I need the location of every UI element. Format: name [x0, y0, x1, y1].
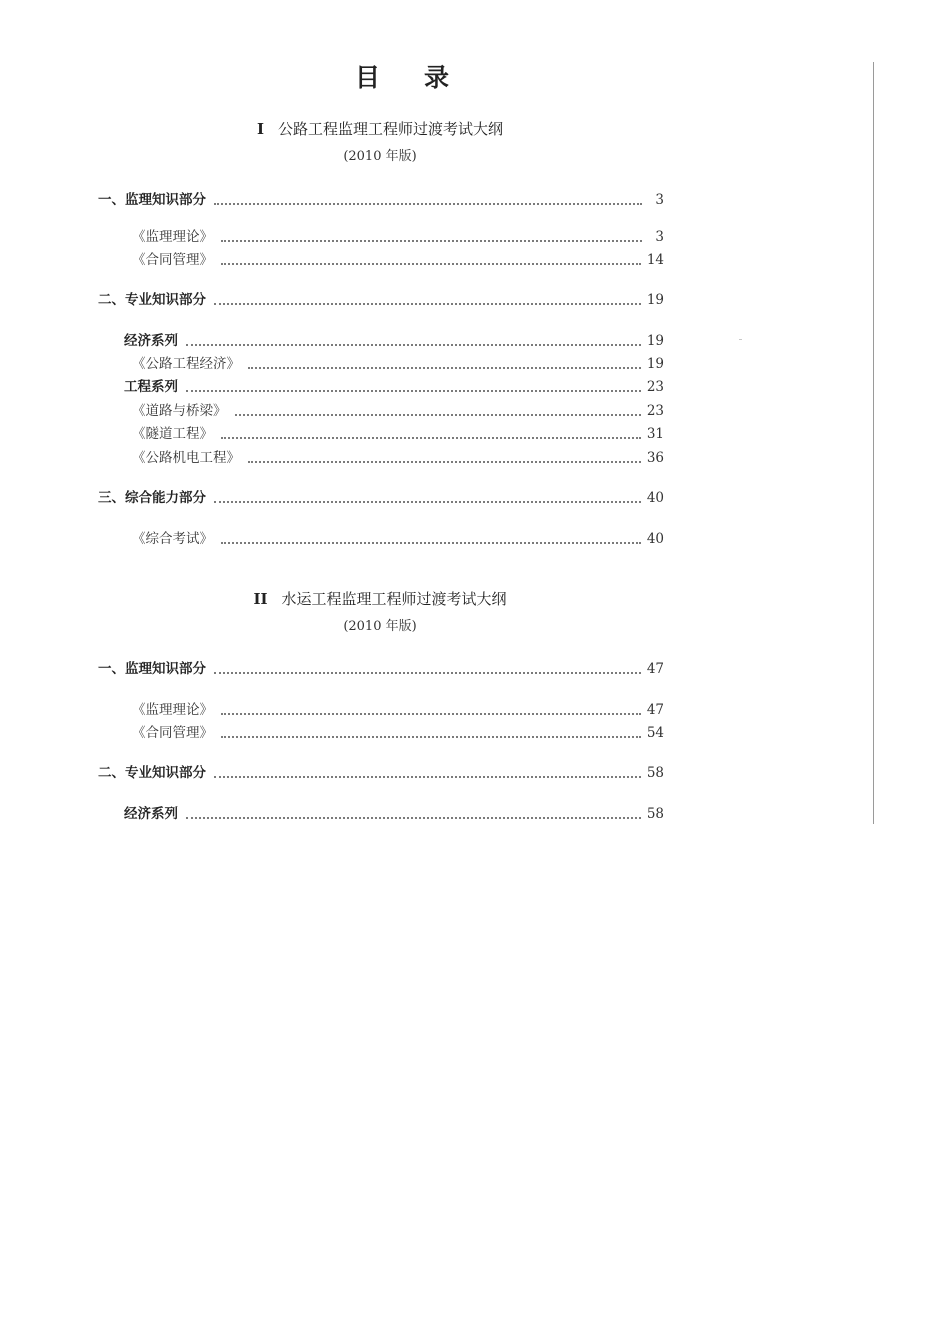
section-name-1: 公路工程监理工程师过渡考试大纲 [278, 120, 504, 138]
toc-entry-label: 一、监理知识部分 [98, 192, 206, 208]
toc-leader-dots [235, 414, 641, 416]
section-heading-2 [0, 588, 760, 634]
toc-entry-label: 《公路工程经济》 [132, 356, 240, 372]
section-heading-1 [0, 118, 760, 164]
scan-speck [739, 339, 742, 340]
toc-entry[interactable] [98, 250, 664, 270]
toc-leader-dots [186, 817, 641, 819]
toc-leader-dots [221, 263, 641, 265]
toc-entry[interactable] [98, 723, 664, 743]
toc-entry-page: 54 [646, 725, 664, 741]
toc-entry-page: 31 [646, 426, 664, 442]
toc-entry-page: 40 [646, 490, 664, 506]
toc-entry-page: 14 [646, 252, 664, 268]
toc-entry-label: 《监理理论》 [132, 229, 213, 245]
toc-entry[interactable] [98, 529, 664, 549]
toc-entry[interactable] [98, 377, 664, 397]
toc-leader-dots [214, 501, 641, 503]
toc-entry-label: 《道路与桥梁》 [132, 403, 227, 419]
toc-entry[interactable] [98, 354, 664, 374]
toc-entry-label: 二、专业知识部分 [98, 292, 206, 308]
toc-entry-label: 三、综合能力部分 [98, 490, 206, 506]
toc-entry-page: 3 [655, 192, 664, 208]
toc-entry-label: 经济系列 [124, 806, 178, 822]
toc-leader-dots [214, 303, 641, 305]
toc-leader-dots [186, 344, 641, 346]
toc-entry[interactable] [98, 448, 664, 468]
toc-leader-dots [248, 367, 641, 369]
section-edition-2: (2010 年版) [343, 619, 417, 634]
toc-entry-page: 47 [646, 661, 664, 677]
toc-entry-label: 经济系列 [124, 333, 178, 349]
toc-entry[interactable] [98, 488, 664, 508]
page-edge-rule [873, 62, 874, 824]
toc-leader-dots [186, 390, 641, 392]
toc-leader-dots [221, 437, 641, 439]
toc-entry-label: 《合同管理》 [132, 252, 213, 268]
toc-entry[interactable] [98, 700, 664, 720]
toc-entry[interactable] [98, 401, 664, 421]
toc-entry-page: 19 [646, 356, 664, 372]
toc-entry-page: 3 [655, 229, 664, 245]
toc-entry-label: 《监理理论》 [132, 702, 213, 718]
toc-entry[interactable] [98, 424, 664, 444]
section-edition-1: (2010 年版) [343, 149, 417, 164]
toc-entry-page: 40 [646, 531, 664, 547]
toc-entry[interactable] [98, 331, 664, 351]
section-name-2: 水运工程监理工程师过渡考试大纲 [281, 590, 507, 608]
toc-entry-label: 工程系列 [124, 379, 178, 395]
section-number-1: I [256, 120, 264, 138]
toc-leader-dots [214, 776, 641, 778]
toc-entry[interactable] [98, 290, 664, 310]
toc-entry-page: 23 [646, 403, 664, 419]
toc-entry-label: 二、专业知识部分 [98, 765, 206, 781]
toc-entry[interactable] [98, 763, 664, 783]
toc-entry-label: 《合同管理》 [132, 725, 213, 741]
toc-entry[interactable] [98, 227, 664, 247]
toc-leader-dots [221, 713, 641, 715]
toc-leader-dots [214, 672, 641, 674]
toc-entry-page: 19 [646, 333, 664, 349]
toc-entry-page: 58 [646, 765, 664, 781]
toc-leader-dots [221, 736, 641, 738]
toc-entry[interactable] [98, 190, 664, 210]
toc-entry-label: 《隧道工程》 [132, 426, 213, 442]
toc-leader-dots [248, 461, 641, 463]
toc-entry-page: 36 [646, 450, 664, 466]
section-number-2: II [253, 590, 268, 608]
toc-entry-page: 47 [646, 702, 664, 718]
toc-entry-page: 19 [646, 292, 664, 308]
section-title-2 [0, 588, 760, 609]
toc-leader-dots [221, 542, 641, 544]
toc-leader-dots [221, 240, 642, 242]
toc-entry-label: 《综合考试》 [132, 531, 213, 547]
toc-entry[interactable] [98, 659, 664, 679]
page-title: 目录 [354, 63, 493, 92]
toc-entry-page: 23 [646, 379, 664, 395]
toc-leader-dots [214, 203, 642, 205]
section-title-1 [0, 118, 760, 139]
toc-entry-label: 一、监理知识部分 [98, 661, 206, 677]
toc-entry-page: 58 [646, 806, 664, 822]
toc-entry[interactable] [98, 804, 664, 824]
toc-entry-label: 《公路机电工程》 [132, 450, 240, 466]
